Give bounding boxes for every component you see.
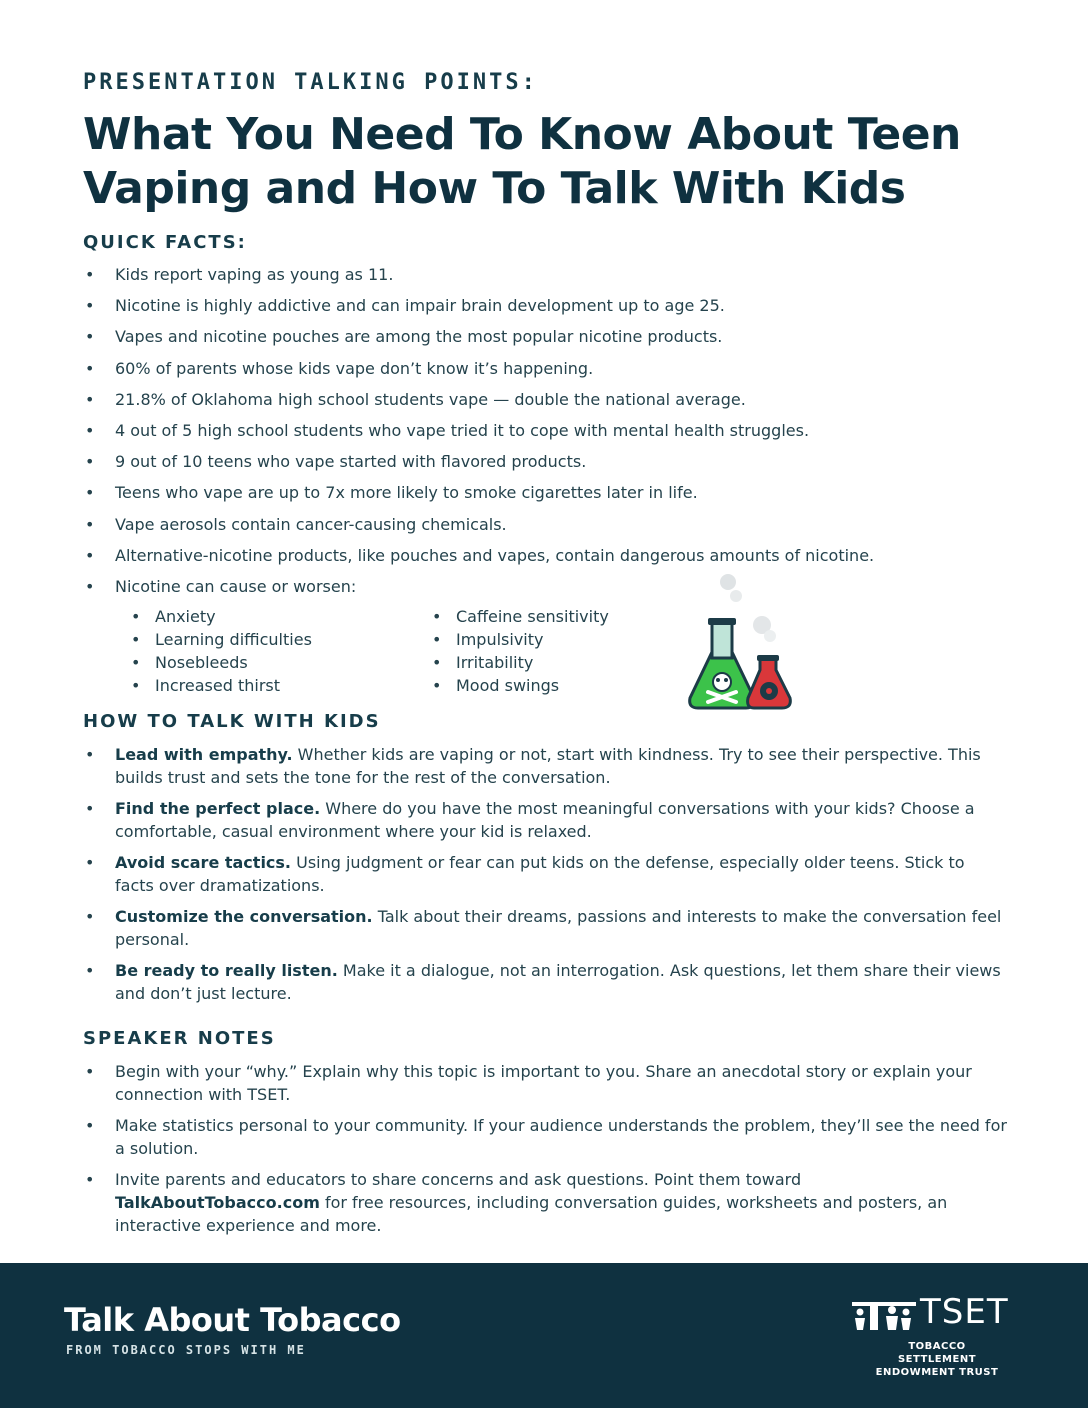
tip-text: Using judgment or fear can put kids on the defense, especially older teens. Stick to facts over dramatizations. (115, 853, 965, 895)
tset-wordmark: TSET (920, 1292, 1009, 1332)
note-text: for free resources, including conversation guides, worksheets and posters, an interactive experience and more. (115, 1193, 948, 1235)
note-text: Invite parents and educators to share concerns and ask questions. Point them toward (115, 1170, 802, 1189)
title-line-2: Vaping and How To Talk With Kids (83, 163, 906, 214)
list-item: • Anxiety (123, 605, 312, 628)
page-title (83, 108, 1043, 216)
footer-banner (0, 1263, 1088, 1408)
list-item: • Mood swings (424, 674, 609, 697)
list-item: • Caffeine sensitivity (424, 605, 609, 628)
list-item: • Make statistics personal to your community. If your audience understands the problem, they’ll see the need for a solution. (83, 1114, 1008, 1160)
speaker-notes-heading: SPEAKER NOTES (83, 1028, 276, 1049)
list-item (83, 851, 1008, 897)
list-item: • 60% of parents whose kids vape don’t know it’s happening. (83, 358, 1023, 389)
tset-logo (852, 1292, 1032, 1378)
list-item: • Teens who vape are up to 7x more likely to smoke cigarettes later in life. (83, 482, 1023, 513)
speaker-notes-list (83, 1060, 1008, 1245)
list-item: • Nosebleeds (123, 651, 312, 674)
list-item: • Nicotine can cause or worsen: (83, 576, 1023, 607)
tset-line-1: TOBACCO SETTLEMENT (897, 1341, 977, 1365)
list-item: • Impulsivity (424, 628, 609, 651)
list-item: • Nicotine is highly addictive and can impair brain development up to age 25. (83, 295, 1023, 326)
list-item: • Irritability (424, 651, 609, 674)
tip-lead: Find the perfect place. (115, 799, 321, 818)
effects-list-right (424, 605, 609, 697)
list-item: • Begin with your “why.” Explain why this topic is important to you. Share an anecdotal story or explain your connection with TSET. (83, 1060, 1008, 1106)
list-item: • Alternative-nicotine products, like pouches and vapes, contain dangerous amounts of nicotine. (83, 545, 1023, 576)
list-item: • 21.8% of Oklahoma high school students vape — double the national average. (83, 389, 1023, 420)
list-item (83, 905, 1008, 951)
list-item: • 4 out of 5 high school students who vape tried it to cope with mental health struggles. (83, 420, 1023, 451)
list-item (83, 743, 1008, 789)
eyebrow-label: PRESENTATION TALKING POINTS: (83, 70, 538, 95)
list-item (83, 959, 1008, 1005)
quick-facts-list (83, 264, 1023, 607)
list-item: • 9 out of 10 teens who vape started with flavored products. (83, 451, 1023, 482)
website-link[interactable]: TalkAboutTobacco.com (115, 1193, 320, 1212)
tip-text: Where do you have the most meaningful conversations with your kids? Choose a comfortable, casual environment where your kid is relaxed. (115, 799, 975, 841)
list-item: • Vapes and nicotine pouches are among the most popular nicotine products. (83, 326, 1023, 357)
tip-lead: Be ready to really listen. (115, 961, 338, 980)
tip-lead: Lead with empathy. (115, 745, 293, 764)
list-item: • Vape aerosols contain cancer-causing chemicals. (83, 514, 1023, 545)
list-item (83, 797, 1008, 843)
quick-facts-heading: QUICK FACTS: (83, 232, 247, 253)
how-to-talk-heading: HOW TO TALK WITH KIDS (83, 711, 381, 732)
list-item: • Learning difficulties (123, 628, 312, 651)
tip-text: Whether kids are vaping or not, start with kindness. Try to see their perspective. This builds trust and sets the tone for the rest of the conversation. (115, 745, 981, 787)
title-line-1: What You Need To Know About Teen (83, 109, 961, 160)
tip-lead: Avoid scare tactics. (115, 853, 292, 872)
tip-lead: Customize the conversation. (115, 907, 373, 926)
how-to-talk-list (83, 743, 1008, 1013)
tip-text: Talk about their dreams, passions and interests to make the conversation feel personal. (115, 907, 1002, 949)
brand-logo-text: Talk About Tobacco (64, 1301, 401, 1339)
list-item (83, 1168, 1008, 1237)
toxic-beakers-icon (680, 570, 800, 715)
list-item: • Kids report vaping as young as 11. (83, 264, 1023, 295)
list-item: • Increased thirst (123, 674, 312, 697)
tset-line-2: ENDOWMENT TRUST (875, 1367, 999, 1378)
tip-text: Make it a dialogue, not an interrogation. Ask questions, let them share their views and don’t just lecture. (115, 961, 1001, 1003)
tset-fullname (872, 1340, 1002, 1379)
effects-list-left (123, 605, 312, 697)
tset-people-icon (852, 1296, 916, 1330)
brand-tagline: FROM TOBACCO STOPS WITH ME (66, 1343, 306, 1357)
